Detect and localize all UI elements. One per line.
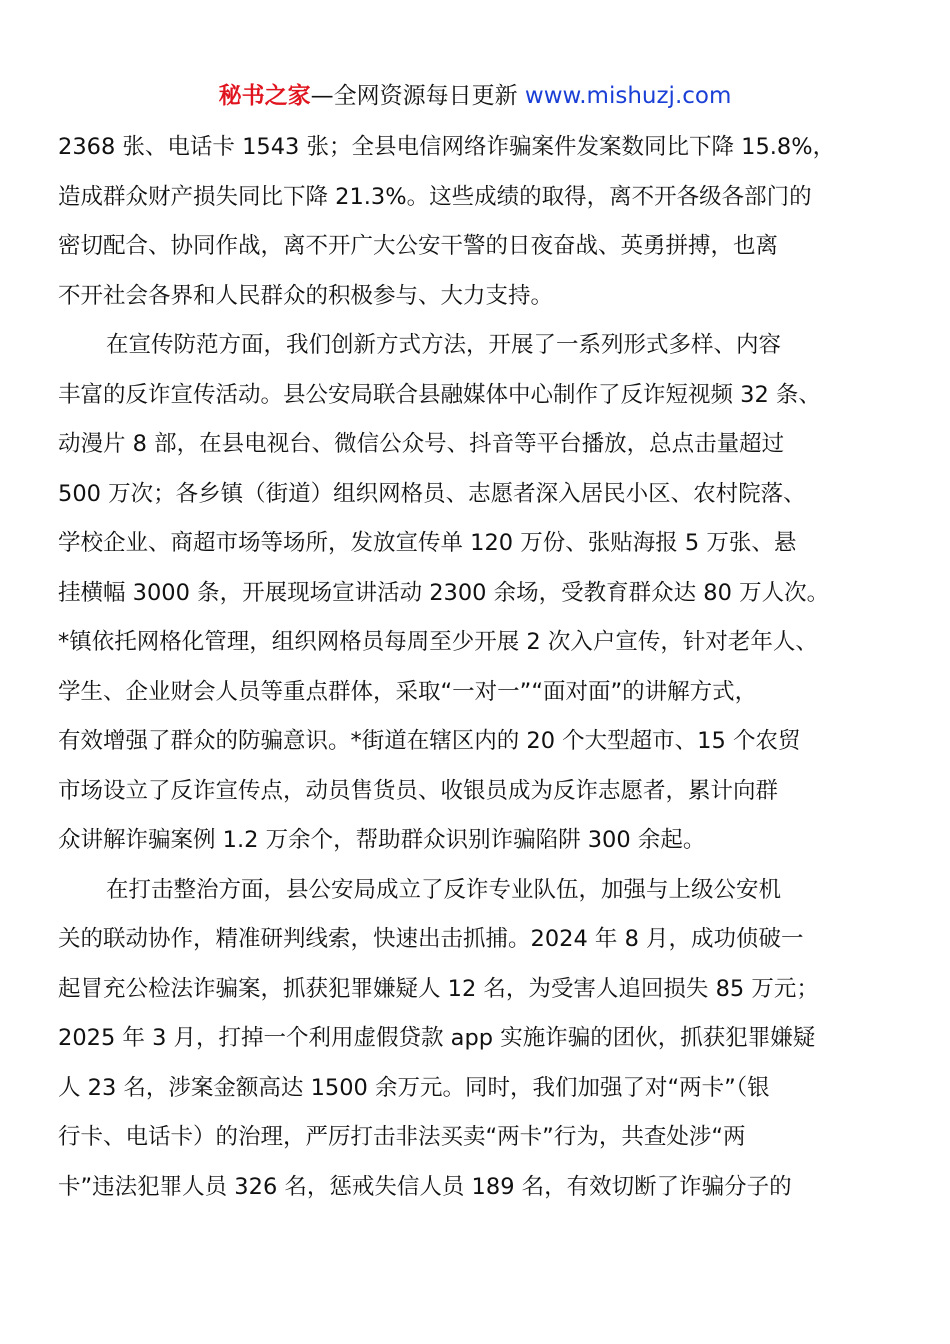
text-line: 学校企业、商超市场等场所，发放宣传单 120 万份、张贴海报 5 万张、悬 [58, 530, 797, 556]
website-url[interactable]: www.mishuzj.com [524, 83, 732, 109]
text-line: 2368 张、电话卡 1543 张；全县电信网络诈骗案件发案数同比下降 15.8%， [58, 134, 836, 160]
text-line: 市场设立了反诈宣传点，动员售货员、收银员成为反诈志愿者，累计向群 [58, 777, 779, 804]
text-line: 500 万次；各乡镇（街道）组织网格员、志愿者深入居民小区、农村院落、 [58, 480, 806, 507]
text-line: 2025 年 3 月，打掉一个利用虚假贷款 app 实施诈骗的团伙，抓获犯罪嫌疑 [58, 1025, 816, 1051]
paragraph-start-line: 在宣传防范方面，我们创新方式方法，开展了一系列形式多样、内容 [106, 332, 782, 358]
text-line: 学生、企业财会人员等重点群体，采取“一对一”“面对面”的讲解方式， [58, 678, 758, 705]
text-line: 密切配合、协同作战，离不开广大公安干警的日夜奋战、英勇拼搏，也离 [58, 233, 779, 259]
document-body [58, 123, 898, 1212]
text-line: 关的联动协作，精准研判线索，快速出击抓捕。2024 年 8 月，成功侦破一 [58, 926, 804, 952]
text-line: 丰富的反诈宣传活动。县公安局联合县融媒体中心制作了反诈短视频 32 条、 [58, 381, 821, 408]
text-line: 行卡、电话卡）的治理，严厉打击非法买卖“两卡”行为，共查处涉“两 [58, 1124, 746, 1150]
text-line: 有效增强了群众的防骗意识。*街道在辖区内的 20 个大型超市、15 个农贸 [58, 728, 801, 754]
paragraph-start-line: 在打击整治方面，县公安局成立了反诈专业队伍，加强与上级公安机 [106, 876, 782, 903]
text-line: 众讲解诈骗案例 1.2 万余个，帮助群众识别诈骗陷阱 300 余起。 [58, 827, 706, 853]
text-line: 动漫片 8 部，在县电视台、微信公众号、抖音等平台播放，总点击量超过 [58, 431, 785, 457]
text-line: 挂横幅 3000 条，开展现场宣讲活动 2300 余场，受教育群众达 80 万人次。 [58, 579, 830, 606]
text-line: 人 23 名，涉案金额高达 1500 余万元。同时，我们加强了对“两卡”（银 [58, 1074, 770, 1101]
text-line: 起冒充公检法诈骗案，抓获犯罪嫌疑人 12 名，为受害人追回损失 85 万元； [58, 975, 819, 1002]
text-line: 不开社会各界和人民群众的积极参与、大力支持。 [58, 282, 554, 309]
header-tagline: —全网资源每日更新 [310, 83, 518, 109]
text-line: 造成群众财产损失同比下降 21.3%。这些成绩的取得，离不开各级各部门的 [58, 183, 812, 210]
brand-name: 秘书之家 [218, 83, 311, 109]
page-header [0, 80, 950, 112]
text-line: *镇依托网格化管理，组织网格员每周至少开展 2 次入户宣传，针对老年人、 [58, 629, 818, 655]
text-line: 卡”违法犯罪人员 326 名，惩戒失信人员 189 名，有效切断了诈骗分子的 [58, 1173, 792, 1200]
